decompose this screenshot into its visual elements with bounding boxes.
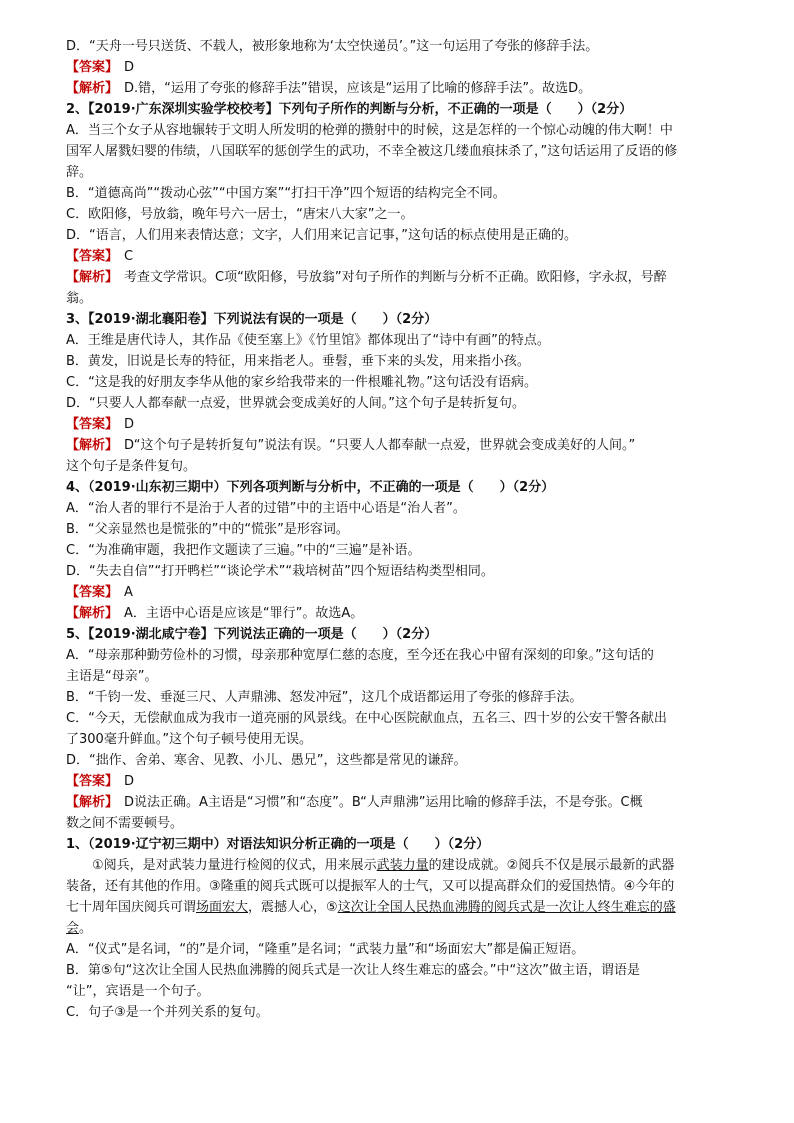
option-a: A．“仪式”是名词，“的”是介词，“隆重”是名词；“武装力量”和“场面宏大”都是偏正短语。 — [66, 942, 585, 957]
answer-value: C — [124, 249, 134, 264]
analysis-text: 考查文学常识。C项“欧阳修，号放翁”对句子所作的判断与分析不正确。欧阳修，字永叔，号醉 — [124, 270, 667, 285]
analysis-row — [66, 603, 730, 624]
question-title: 5、【2019·湖北咸宁卷】下列说法正确的一项是（ ）（2分） — [66, 627, 438, 642]
analysis-label: 【解析】 — [66, 81, 119, 96]
answer-value: A — [124, 585, 133, 600]
option-d: D．“只要人人都奉献一点爱，世界就会变成美好的人间。”这个句子是转折复句。 — [66, 396, 525, 411]
option-b: B．第⑤句“这次让全国人民热血沸腾的阅兵式是一次让人终生难忘的盛会。”中“这次”做主语，谓语是 — [66, 963, 641, 978]
analysis-cont: 翁。 — [66, 291, 93, 306]
analysis-row — [66, 267, 730, 288]
document-page — [66, 36, 730, 1023]
option-c: C．“今天，无偿献血成为我市一道亮丽的风景线。在中心医院献血点，五名三、四十岁的公安干警各献出 — [66, 711, 667, 726]
option-a: A．王维是唐代诗人，其作品《使至塞上》《竹里馆》都体现出了“诗中有画”的特点。 — [66, 333, 550, 348]
analysis-text: D说法正确。A主语是“习惯”和“态度”。B“人声鼎沸”运用比喻的修辞手法，不是夸张。C概 — [124, 795, 643, 810]
answer-value: D — [124, 774, 135, 789]
option-c: C．欧阳修，号放翁，晚年号六一居士，“唐宋八大家”之一。 — [66, 207, 414, 222]
answer-value: D — [124, 417, 135, 432]
analysis-text: A．主语中心语是应该是“罪行”。故选A。 — [124, 606, 364, 621]
answer-label: 【答案】 — [66, 774, 119, 789]
underlined-phrase: 武装力量 — [376, 858, 429, 873]
answer-label: 【答案】 — [66, 585, 119, 600]
passage-line: ①阅兵，是对武装力量进行检阅的仪式，用来展示武装力量的建设成就。②阅兵不仅是展示最新的武器 — [92, 858, 675, 873]
answer-label: 【答案】 — [66, 417, 119, 432]
answer-label: 【答案】 — [66, 249, 119, 264]
option-a: A．“治人者的罪行不是治于人者的过错”中的主语中心语是“治人者”。 — [66, 501, 466, 516]
answer-row — [66, 414, 730, 435]
answer-value: D — [124, 60, 135, 75]
passage-line: 会。 — [66, 921, 93, 936]
answer-row — [66, 57, 730, 78]
option-c: C．“为准确审题，我把作文题读了三遍。”中的“三遍”是补语。 — [66, 543, 421, 558]
option-b: B．黄发，旧说是长寿的特征，用来指老人。垂髫，垂下来的头发，用来指小孩。 — [66, 354, 530, 369]
option-b-cont: “让”，宾语是一个句子。 — [66, 984, 210, 999]
analysis-label: 【解析】 — [66, 795, 119, 810]
option-a: A．当三个女子从容地辗转于文明人所发明的枪弹的攒射中的时候，这是怎样的一个惊心动魄的伟大啊！中 — [66, 123, 673, 138]
analysis-row — [66, 435, 730, 456]
answer-row — [66, 582, 730, 603]
underlined-sentence: 这次让全国人民热血沸腾的阅兵式是一次让人终生难忘的盛 — [337, 900, 676, 915]
analysis-text: D“这个句子是转折复句”说法有误。“只要人人都奉献一点爱，世界就会变成美好的人间。” — [124, 438, 636, 453]
question-title: 1、（2019·辽宁初三期中）对语法知识分析正确的一项是（ ）（2分） — [66, 837, 490, 852]
analysis-cont: 这个句子是条件复句。 — [66, 459, 197, 474]
option-c: C．“这是我的好朋友李华从他的家乡给我带来的一件根雕礼物。”这句话没有语病。 — [66, 375, 538, 390]
analysis-label: 【解析】 — [66, 438, 119, 453]
underlined-sentence-end: 会 — [66, 921, 80, 936]
question-title: 2、【2019·广东深圳实验学校校考】下列句子所作的判断与分析，不正确的一项是（ ）（2分） — [66, 102, 633, 117]
answer-row — [66, 771, 730, 792]
answer-label: 【答案】 — [66, 60, 119, 75]
option-a: A．“母亲那种勤劳俭朴的习惯，母亲那种宽厚仁慈的态度，至今还在我心中留有深刻的印象。”这句话的 — [66, 648, 654, 663]
analysis-cont: 数之间不需要顿号。 — [66, 816, 184, 831]
analysis-text: D.错，“运用了夸张的修辞手法”错误，应该是“运用了比喻的修辞手法”。故选D。 — [124, 81, 592, 96]
option-a-cont: 国军人屠戮妇婴的伟绩，八国联军的惩创学生的武功，不幸全被这几缕血痕抹杀了，”这句话运用了反语的修 — [66, 144, 678, 159]
question-title: 3、【2019·湖北襄阳卷】下列说法有误的一项是（ ）（2分） — [66, 312, 438, 327]
passage-line: 七十周年国庆阅兵可谓场面宏大，震撼人心，⑤这次让全国人民热血沸腾的阅兵式是一次让人终生难忘的盛 — [66, 900, 676, 915]
analysis-label: 【解析】 — [66, 606, 119, 621]
option-c: C．句子③是一个并列关系的复句。 — [66, 1005, 269, 1020]
option-b: B．“父亲显然也是慌张的”中的“慌张”是形容词。 — [66, 522, 349, 537]
option-c-cont: 了300毫升鲜血。”这个句子顿号使用无误。 — [66, 732, 313, 747]
option-a-cont: 主语是“母亲”。 — [66, 669, 158, 684]
option-b: B．“千钧一发、垂涎三尺、人声鼎沸、怒发冲冠”，这几个成语都运用了夸张的修辞手法。 — [66, 690, 583, 705]
analysis-row — [66, 792, 730, 813]
option-b: B．“道德高尚”“拨动心弦”“中国方案”“打扫干净”四个短语的结构完全不同。 — [66, 186, 506, 201]
question-title: 4、（2019·山东初三期中）下列各项判断与分析中，不正确的一项是（ ）（2分） — [66, 480, 555, 495]
passage-line: 装备，还有其他的作用。③隆重的阅兵式既可以提振军人的士气，又可以提高群众们的爱国热情。④今年的 — [66, 879, 675, 894]
option-d: D．“天舟一号只送货、不载人，被形象地称为‘太空快递员’。”这一句运用了夸张的修辞手法。 — [66, 39, 599, 54]
option-d: D．“失去自信”“打开鸭栏”“谈论学术”“栽培树苗”四个短语结构类型相同。 — [66, 564, 494, 579]
option-d: D．“语言，人们用来表情达意；文字，人们用来记言记事，”这句话的标点使用是正确的。 — [66, 228, 577, 243]
option-d: D．“拙作、舍弟、寒舍、见教、小儿、愚兄”，这些都是常见的谦辞。 — [66, 753, 467, 768]
option-a-cont: 辞。 — [66, 165, 93, 180]
analysis-label: 【解析】 — [66, 270, 119, 285]
answer-row — [66, 246, 730, 267]
underlined-phrase: 场面宏大 — [196, 900, 249, 915]
analysis-row — [66, 78, 730, 99]
